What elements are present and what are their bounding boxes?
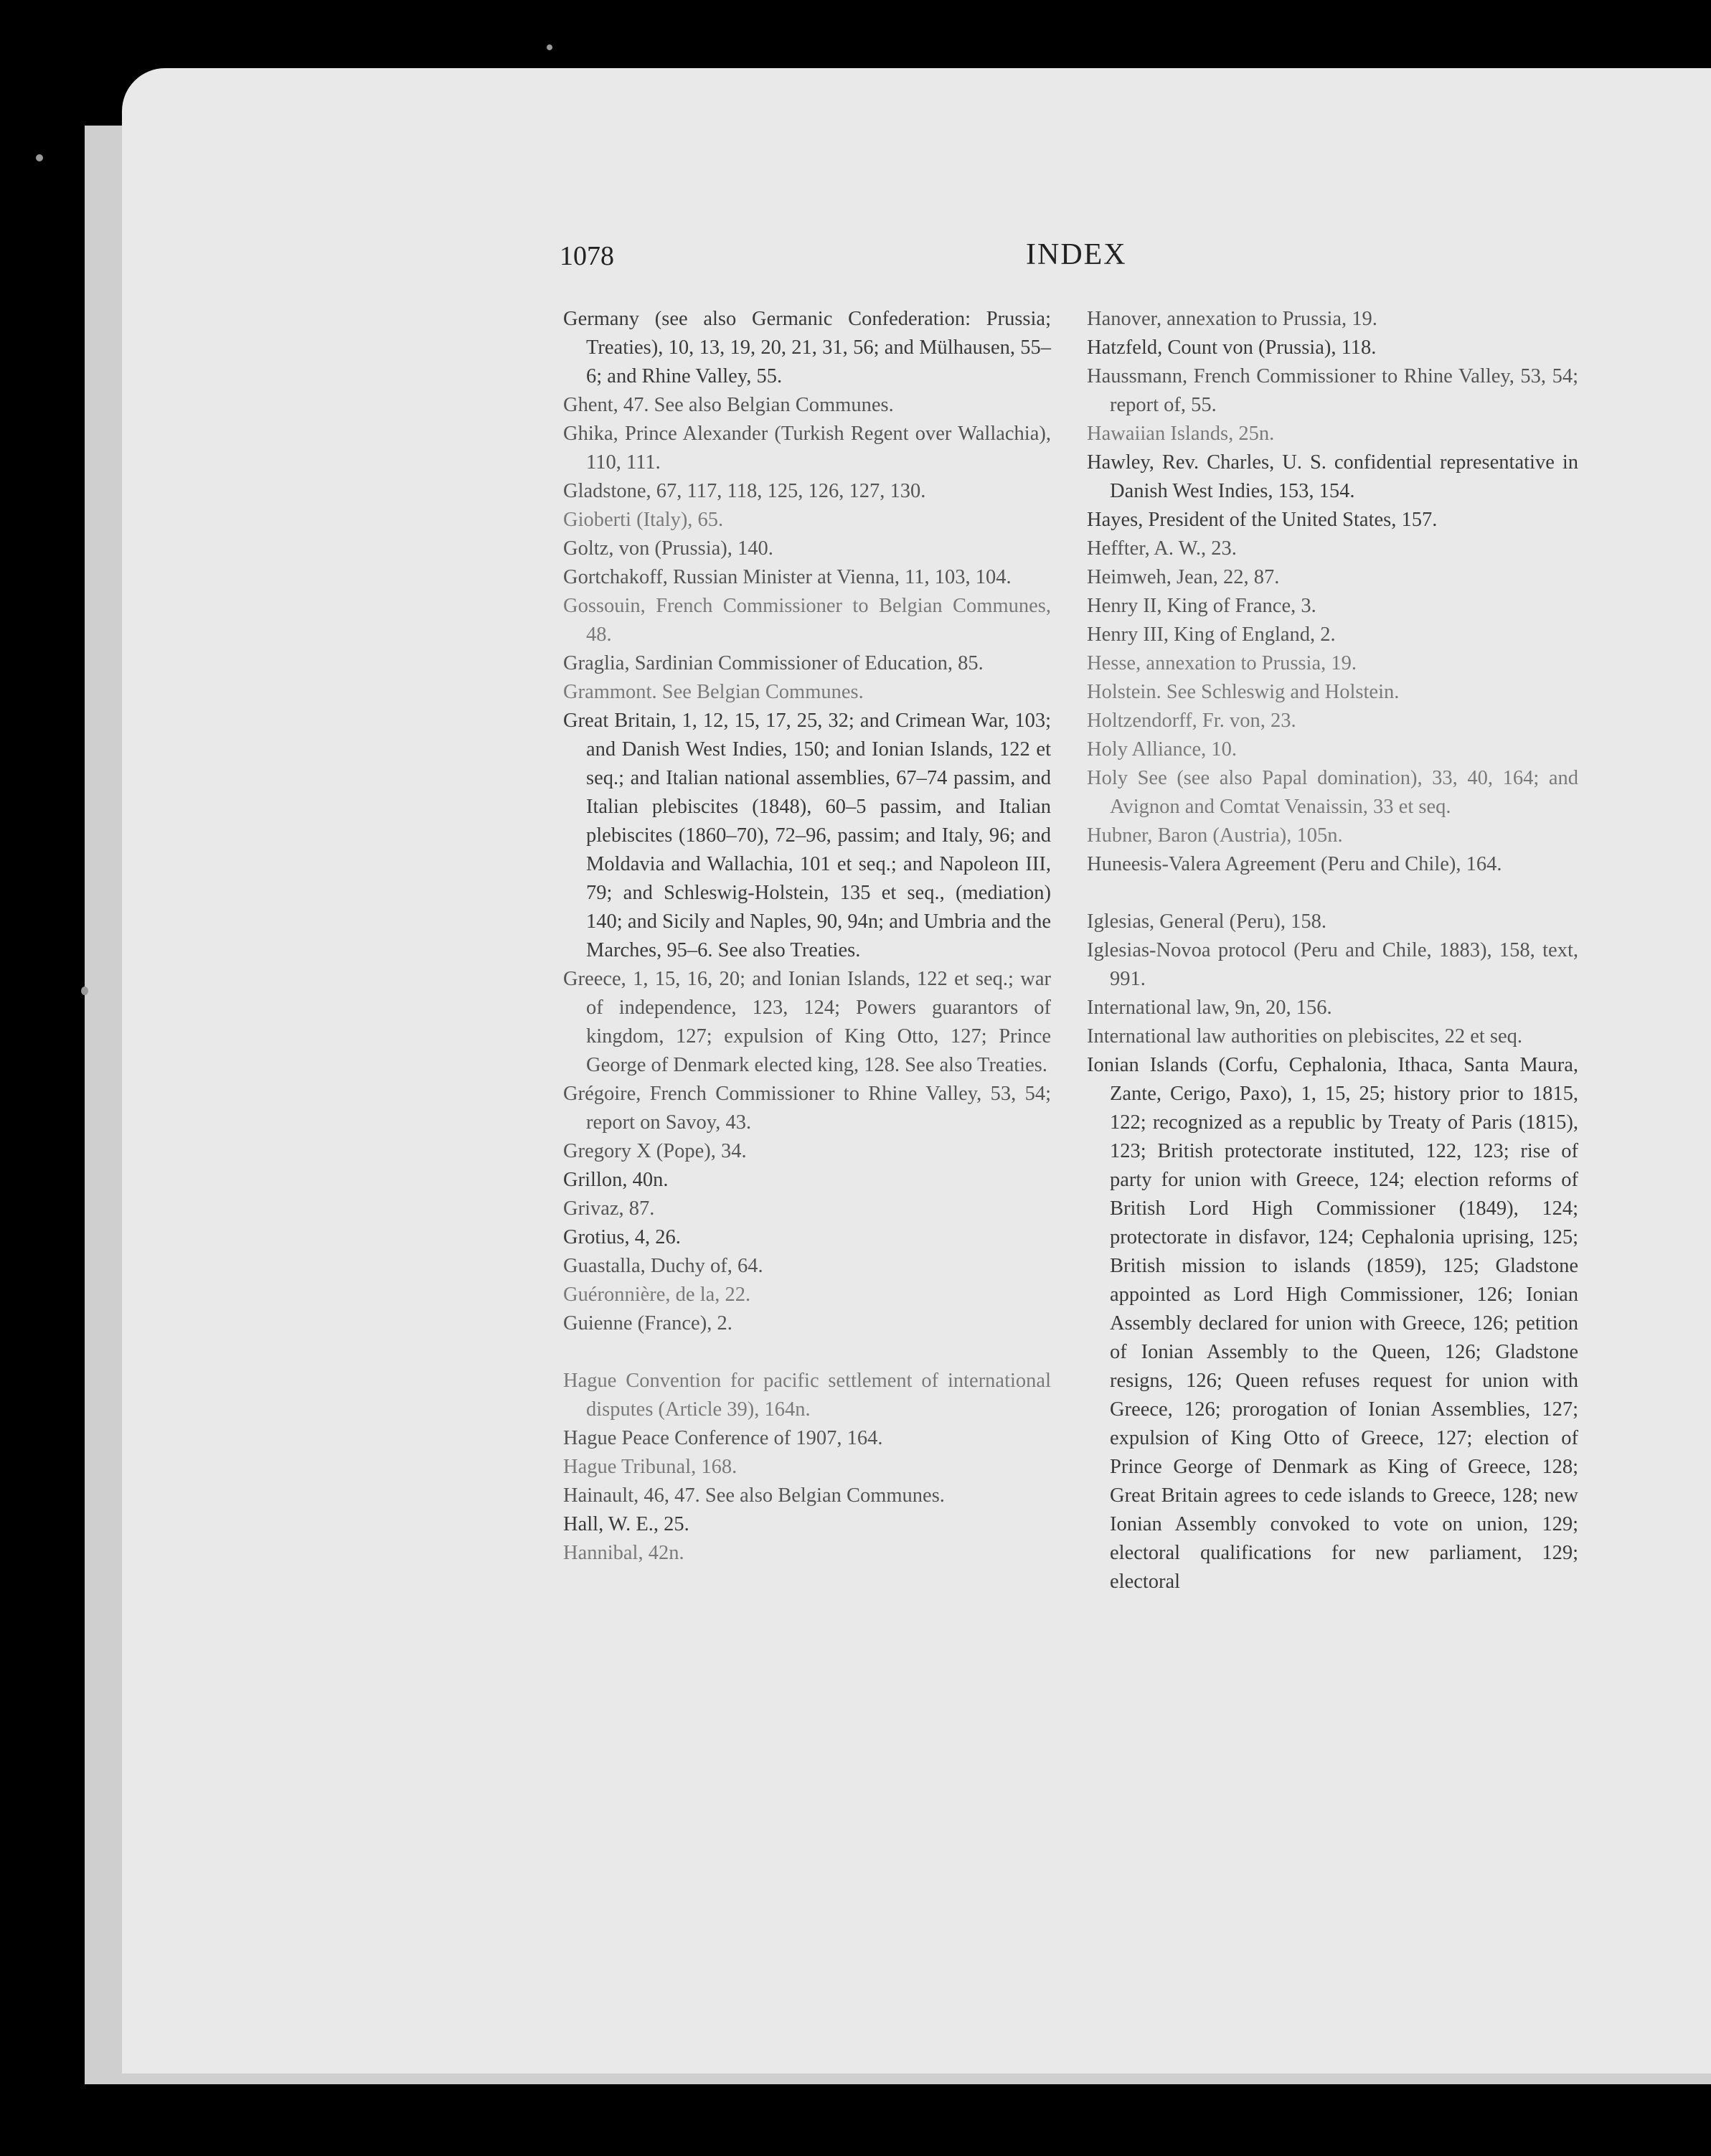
index-entry: Grammont. See Belgian Communes. bbox=[563, 681, 864, 703]
index-entry: Gioberti (Italy), 65. bbox=[563, 509, 724, 531]
index-entry: Iglesias, General (Peru), 158. bbox=[1087, 910, 1326, 933]
index-entry: Gregory X (Pope), 34. bbox=[563, 1140, 747, 1162]
index-entry: Henry III, King of England, 2. bbox=[1087, 623, 1336, 646]
index-entry: Huneesis-Valera Agreement (Peru and Chile), 164. bbox=[1087, 853, 1502, 875]
index-entry: Hainault, 46, 47. See also Belgian Communes. bbox=[563, 1484, 945, 1507]
index-entry: Gortchakoff, Russian Minister at Vienna, 11, 103, 104. bbox=[563, 566, 1012, 588]
running-head: INDEX bbox=[1026, 238, 1127, 271]
index-entry: Iglesias-Novoa protocol (Peru and Chile, 1883), 158, text, 991. bbox=[1087, 939, 1578, 990]
index-entry: Ghent, 47. See also Belgian Communes. bbox=[563, 394, 894, 416]
index-entry: Henry II, King of France, 3. bbox=[1087, 595, 1316, 617]
index-entry: Great Britain, 1, 12, 15, 17, 25, 32; and Crimean War, 103; and Danish West Indies, 150; and Ionian Islands, 122 et seq.; and Italian national assemblies, 67–74 passim, and Italian plebiscites (1848), 60–5 passim, and Italian plebiscites (1860–70), 72–96, passim; and Italy, 96; and Moldavia and Wallachia, 101 et seq.; and Napoleon III, 79; and Schleswig-Holstein, 135 et seq., (mediation) 140; and Sicily and Naples, 90, 94n; and Umbria and the Marches, 95–6. See also Treaties. bbox=[563, 710, 1051, 961]
dust-speck bbox=[81, 987, 88, 995]
index-entry: Hayes, President of the United States, 157. bbox=[1087, 509, 1438, 531]
index-entry: International law authorities on plebiscites, 22 et seq. bbox=[1087, 1025, 1523, 1048]
index-entry: Graglia, Sardinian Commissioner of Education, 85. bbox=[563, 652, 984, 674]
index-entry: Ghika, Prince Alexander (Turkish Regent over Wallachia), 110, 111. bbox=[563, 423, 1051, 474]
dust-speck bbox=[36, 154, 43, 161]
index-entry: International law, 9n, 20, 156. bbox=[1087, 997, 1332, 1019]
index-entry: Grégoire, French Commissioner to Rhine Valley, 53, 54; report on Savoy, 43. bbox=[563, 1083, 1051, 1134]
index-entry: Hanover, annexation to Prussia, 19. bbox=[1087, 308, 1377, 330]
index-entry: Haussmann, French Commissioner to Rhine Valley, 53, 54; report of, 55. bbox=[1087, 365, 1578, 416]
index-entry: Hague Convention for pacific settlement of international disputes (Article 39), 164n. bbox=[563, 1370, 1051, 1421]
index-entry: Greece, 1, 15, 16, 20; and Ionian Islands, 122 et seq.; war of independence, 123, 124; Powers guarantors of kingdom, 127; expulsion of King Otto, 127; Prince George of Denmark elected king, 128. See also Treaties. bbox=[563, 968, 1051, 1076]
index-entry: Guienne (France), 2. bbox=[563, 1312, 732, 1334]
index-entry: Grivaz, 87. bbox=[563, 1197, 655, 1220]
index-entry: Hawaiian Islands, 25n. bbox=[1087, 423, 1275, 445]
index-entry: Hague Tribunal, 168. bbox=[563, 1456, 737, 1478]
dust-speck bbox=[547, 44, 552, 50]
index-entry: Holy Alliance, 10. bbox=[1087, 738, 1237, 761]
index-entry: Hawley, Rev. Charles, U. S. confidential representative in Danish West Indies, 153, 154. bbox=[1087, 451, 1578, 502]
index-entry: Hesse, annexation to Prussia, 19. bbox=[1087, 652, 1357, 674]
index-entry: Guastalla, Duchy of, 64. bbox=[563, 1255, 763, 1277]
index-entry: Hague Peace Conference of 1907, 164. bbox=[563, 1427, 883, 1449]
index-entry: Hall, W. E., 25. bbox=[563, 1513, 689, 1535]
index-entry: Grotius, 4, 26. bbox=[563, 1226, 681, 1248]
index-entry: Gladstone, 67, 117, 118, 125, 126, 127, 130. bbox=[563, 480, 926, 502]
index-entry: Holy See (see also Papal domination), 33, 40, 164; and Avignon and Comtat Venaissin, 33 et seq. bbox=[1087, 767, 1578, 818]
index-entry: Grillon, 40n. bbox=[563, 1169, 669, 1191]
index-entry: Ionian Islands (Corfu, Cephalonia, Ithaca, Santa Maura, Zante, Cerigo, Paxo), 1, 15, 25; history prior to 1815, 122; recognized as a republic by Treaty of Paris (1815), 123; British protectorate instituted, 122, 123; rise of party for union with Greece, 124; election reforms of British Lord High Commissioner (1849), 124; protectorate in disfavor, 124; Cephalonia uprising, 125; British mission to islands (1859), 125; Gladstone appointed as Lord High Commissioner, 126; Ionian Assembly declared for union with Greece, 126; petition of Ionian Assembly to the Queen, 126; Gladstone resigns, 126; Queen refuses request for union with Greece, 126; prorogation of Ionian Assemblies, 127; expulsion of King Otto of Greece, 127; election of Prince George of Denmark as King of Greece, 128; Great Britain agrees to cede islands to Greece, 128; new Ionian Assembly convoked to vote on union, 129; electoral qualifications for new parliament, 129; electoral bbox=[1087, 1054, 1578, 1593]
index-entry: Germany (see also Germanic Confederation: Prussia; Treaties), 10, 13, 19, 20, 21, 31, 56; and Mülhausen, 55–6; and Rhine Valley, 55. bbox=[563, 308, 1051, 387]
index-entry: Heffter, A. W., 23. bbox=[1087, 537, 1237, 560]
letter-section-gap bbox=[1087, 879, 1578, 908]
index-column-right bbox=[1087, 305, 1578, 1596]
index-entry: Holtzendorff, Fr. von, 23. bbox=[1087, 710, 1296, 732]
index-entry: Holstein. See Schleswig and Holstein. bbox=[1087, 681, 1400, 703]
index-entry: Hubner, Baron (Austria), 105n. bbox=[1087, 824, 1343, 847]
page-number: 1078 bbox=[560, 241, 614, 271]
index-entry: Hannibal, 42n. bbox=[563, 1542, 684, 1564]
index-entry: Guéronnière, de la, 22. bbox=[563, 1284, 751, 1306]
index-column-left bbox=[563, 305, 1051, 1568]
letter-section-gap bbox=[563, 1338, 1051, 1367]
index-entry: Gossouin, French Commissioner to Belgian Communes, 48. bbox=[563, 595, 1051, 646]
index-entry: Goltz, von (Prussia), 140. bbox=[563, 537, 773, 560]
page-header bbox=[560, 240, 1126, 283]
index-entry: Heimweh, Jean, 22, 87. bbox=[1087, 566, 1280, 588]
index-entry: Hatzfeld, Count von (Prussia), 118. bbox=[1087, 336, 1377, 359]
